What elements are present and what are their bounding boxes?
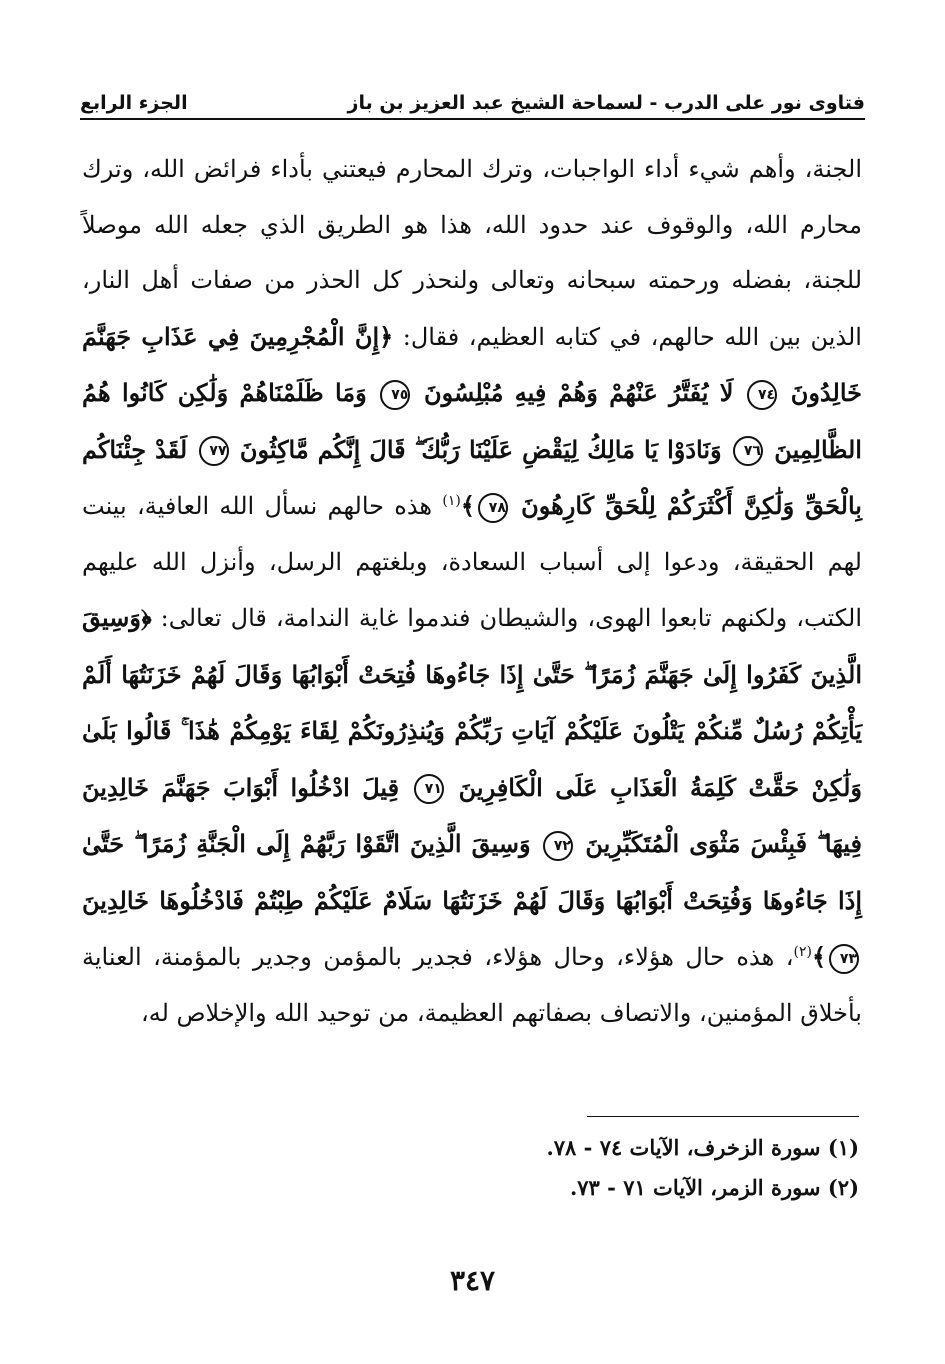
part-label: الجزء الرابع (80, 92, 188, 114)
footnote-text: سورة الزخرف، الآيات ٧٤ - ٧٨. (546, 1135, 821, 1160)
verse-open-bracket: ﴿ (379, 321, 394, 351)
page-number: ٣٤٧ (449, 1264, 496, 1297)
quran-verse: وَنَادَوْا يَا مَالِكُ لِيَقْضِ عَلَيْنَا رَبُّكَ ۖ قَالَ إِنَّكُم مَّاكِثُونَ (239, 434, 722, 464)
ayah-number-marker: ٧٧ (199, 436, 229, 466)
ayah-number-marker: ٧٢ (543, 831, 573, 861)
quran-verse: وَمَا ظَلَمْنَاهُمْ وَلَٰكِن كَانُوا هُمُ الظَّالِمِينَ (82, 378, 862, 464)
footnote-divider (587, 1116, 859, 1117)
footnote-reference: (١) (442, 493, 461, 509)
quran-verse: قِيلَ ادْخُلُوا أَبْوَابَ جَهَنَّمَ خَالِدِينَ فِيهَا ۖ فَبِئْسَ مَثْوَى الْمُتَكَبِّرِينَ (82, 772, 862, 858)
footnote-marker: (١) (827, 1135, 859, 1160)
footnote-reference: (٢) (793, 944, 812, 960)
ayah-number-marker: ٧٤ (747, 380, 777, 410)
ayah-number-marker: ٧١ (414, 774, 444, 804)
quran-verse: وَسِيقَ الَّذِينَ اتَّقَوْا رَبَّهُمْ إِلَى الْجَنَّةِ زُمَرًا ۖ حَتَّىٰ إِذَا جَاءُوهَا وَفُتِحَتْ أَبْوَابُهَا وَقَالَ لَهُمْ خَزَنَتُهَا سَلَامٌ عَلَيْكُمْ طِبْتُمْ فَادْخُلُوهَا خَالِدِينَ (82, 829, 862, 915)
intro-text: الجنة، وأهم شيء أداء الواجبات، وترك المحارم فيعتني بأداء فرائض الله، وترك محارم الله، والوقوف عند حدود الله، هذا هو الطريق الذي جعله الله موصلاً للجنة، بفضله ورحمته سبحانه وتعالى ولنحذر كل الحذر من صفات أهل النار، الذين بين الله حالهم، في كتابه العظيم، فقال: (82, 155, 863, 351)
quran-verse: إِنَّ الْمُجْرِمِينَ فِي عَذَابِ جَهَنَّمَ خَالِدُونَ (82, 321, 862, 407)
quran-verse: وَسِيقَ الَّذِينَ كَفَرُوا إِلَىٰ جَهَنَّمَ زُمَرًا ۖ حَتَّىٰ إِذَا جَاءُوهَا فُتِحَتْ أَبْوَابُهَا وَقَالَ لَهُمْ خَزَنَتُهَا أَلَمْ يَأْتِكُمْ رُسُلٌ مِّنكُمْ يَتْلُونَ عَلَيْكُمْ آيَاتِ رَبِّكُمْ وَيُنذِرُونَكُمْ لِقَاءَ يَوْمِكُمْ هَٰذَا ۚ قَالُوا بَلَىٰ وَلَٰكِنْ حَقَّتْ كَلِمَةُ الْعَذَابِ عَلَى الْكَافِرِينَ (82, 603, 863, 802)
footnote-text: سورة الزمر، الآيات ٧١ - ٧٣. (569, 1175, 821, 1200)
book-title: فتاوى نور على الدرب - لسماحة الشيخ عبد العزيز بن باز (347, 92, 865, 114)
quran-verse: لَقَدْ جِئْنَاكُم بِالْحَقِّ وَلَٰكِنَّ أَكْثَرَكُمْ لِلْحَقِّ كَارِهُونَ (82, 434, 862, 520)
middle-text: هذه حالهم نسأل الله العافية، بينت لهم الحقيقة، ودعوا إلى أسباب السعادة، وبلغتهم الرسل، وأنزل الله عليهم الكتب، ولكنهم تابعوا الهوى، والشيطان فندموا غاية الندامة، قال تعالى: (82, 492, 862, 632)
verse-close-bracket: ﴾ (811, 942, 826, 971)
running-header (80, 82, 865, 120)
verse-open-bracket: ﴿ (140, 603, 152, 632)
ayah-number-marker: ٧٦ (733, 436, 763, 466)
footnotes (259, 1128, 859, 1208)
footnote-marker: (٢) (827, 1175, 859, 1200)
ayah-number-marker: ٧٥ (380, 380, 410, 410)
footnote (259, 1168, 859, 1208)
verse-close-bracket: ﴾ (460, 491, 475, 520)
main-paragraph (82, 142, 862, 1041)
closing-text: ، هذه حال هؤلاء، وحال هؤلاء، فجدير بالمؤمن وجدير بالمؤمنة، العناية بأخلاق المؤمنين، والاتصاف بصفاتهم العظيمة، من توحيد الله والإخلاص له، (82, 943, 862, 1027)
body-text (82, 142, 862, 1041)
ayah-number-marker: ٧٨ (478, 493, 508, 523)
ayah-number-marker: ٧٣ (829, 944, 859, 974)
quran-verse: لَا يُفَتَّرُ عَنْهُمْ وَهُمْ فِيهِ مُبْلِسُونَ (423, 378, 734, 407)
footnote (259, 1128, 859, 1168)
